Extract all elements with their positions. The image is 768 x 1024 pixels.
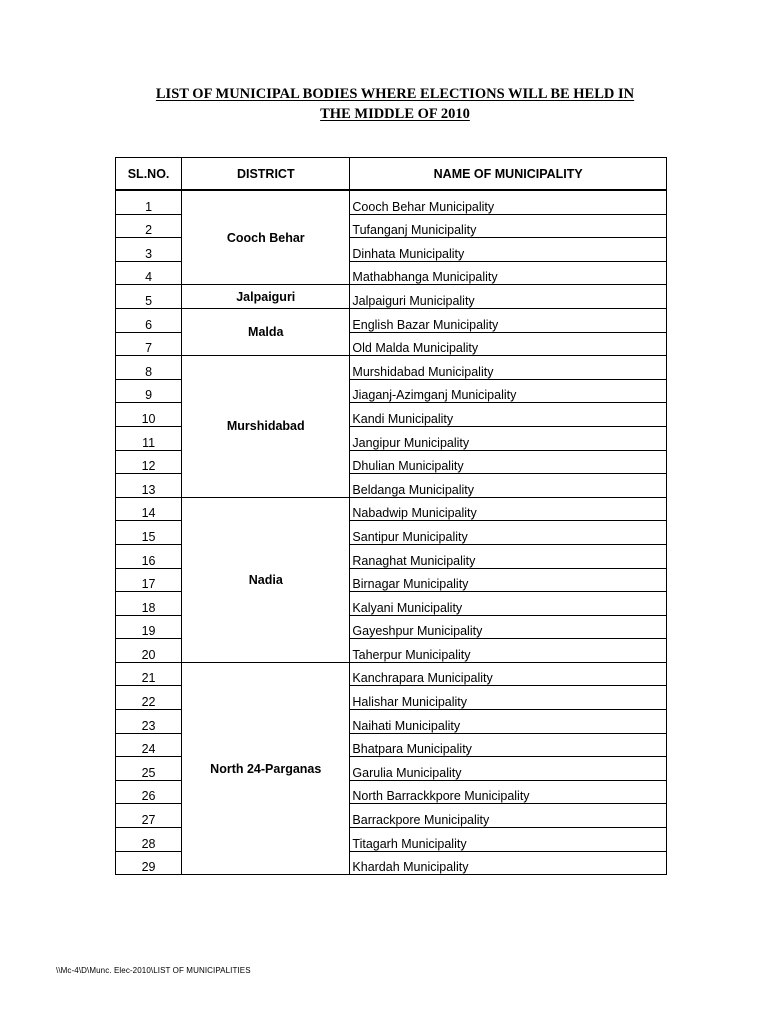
sl-no-cell: 27 [116,804,182,828]
sl-no-cell: 5 [116,285,182,309]
sl-no-cell: 3 [116,238,182,262]
district-cell: Jalpaiguri [182,285,350,309]
sl-no-cell: 23 [116,710,182,734]
municipality-cell: Titagarh Municipality [350,828,667,852]
municipality-cell: Jiaganj-Azimganj Municipality [350,379,667,403]
sl-no-cell: 25 [116,757,182,781]
sl-no-cell: 17 [116,568,182,592]
municipality-cell: Khardah Municipality [350,851,667,875]
municipality-cell: Jangipur Municipality [350,426,667,450]
sl-no-cell: 9 [116,379,182,403]
table-header-row [116,158,667,191]
sl-no-cell: 4 [116,261,182,285]
municipality-cell: Old Malda Municipality [350,332,667,356]
sl-no-cell: 8 [116,356,182,380]
district-cell: Cooch Behar [182,190,350,285]
municipality-cell: Dinhata Municipality [350,238,667,262]
municipality-cell: Santipur Municipality [350,521,667,545]
district-cell: Nadia [182,497,350,662]
sl-no-cell: 15 [116,521,182,545]
municipality-table [115,157,667,875]
municipality-cell: Gayeshpur Municipality [350,615,667,639]
sl-no-cell: 20 [116,639,182,663]
district-cell: North 24-Parganas [182,662,350,874]
sl-no-cell: 10 [116,403,182,427]
sl-no-cell: 2 [116,214,182,238]
municipality-cell: Ranaghat Municipality [350,544,667,568]
title-line-1: LIST OF MUNICIPAL BODIES WHERE ELECTIONS WILL BE HELD IN [155,86,635,102]
footer-file-path: \\Mc-4\D\Munc. Elec-2010\LIST OF MUNICIPALITIES [56,966,251,975]
municipality-cell: Garulia Municipality [350,757,667,781]
table-row [116,308,667,332]
municipality-cell: Nabadwip Municipality [350,497,667,521]
municipality-cell: Cooch Behar Municipality [350,190,667,214]
sl-no-cell: 29 [116,851,182,875]
district-cell: Murshidabad [182,356,350,498]
municipality-cell: Murshidabad Municipality [350,356,667,380]
sl-no-cell: 16 [116,544,182,568]
table-body [116,190,667,875]
sl-no-cell: 1 [116,190,182,214]
sl-no-cell: 26 [116,780,182,804]
table-row [116,662,667,686]
municipality-cell: Barrackpore Municipality [350,804,667,828]
municipality-cell: Taherpur Municipality [350,639,667,663]
table-row [116,285,667,309]
municipality-cell: Jalpaiguri Municipality [350,285,667,309]
sl-no-cell: 24 [116,733,182,757]
sl-no-cell: 12 [116,450,182,474]
header-sl-no: SL.NO. [116,158,182,191]
municipality-cell: English Bazar Municipality [350,308,667,332]
document-title [0,84,768,124]
municipality-cell: Kandi Municipality [350,403,667,427]
municipality-cell: Bhatpara Municipality [350,733,667,757]
sl-no-cell: 19 [116,615,182,639]
municipality-cell: Naihati Municipality [350,710,667,734]
municipality-cell: Kalyani Municipality [350,592,667,616]
municipality-cell: Kanchrapara Municipality [350,662,667,686]
table-row [116,356,667,380]
municipality-cell: North Barrackkpore Municipality [350,780,667,804]
sl-no-cell: 7 [116,332,182,356]
municipality-cell: Dhulian Municipality [350,450,667,474]
municipality-cell: Beldanga Municipality [350,474,667,498]
sl-no-cell: 21 [116,662,182,686]
sl-no-cell: 18 [116,592,182,616]
header-district: DISTRICT [182,158,350,191]
district-cell: Malda [182,308,350,355]
title-line-2: THE MIDDLE OF 2010 [320,106,470,122]
municipality-cell: Mathabhanga Municipality [350,261,667,285]
sl-no-cell: 11 [116,426,182,450]
sl-no-cell: 22 [116,686,182,710]
municipality-cell: Halishar Municipality [350,686,667,710]
municipality-cell: Tufanganj Municipality [350,214,667,238]
sl-no-cell: 13 [116,474,182,498]
table-row [116,497,667,521]
table-row [116,190,667,214]
header-municipality: NAME OF MUNICIPALITY [350,158,667,191]
municipality-cell: Birnagar Municipality [350,568,667,592]
sl-no-cell: 14 [116,497,182,521]
sl-no-cell: 28 [116,828,182,852]
sl-no-cell: 6 [116,308,182,332]
